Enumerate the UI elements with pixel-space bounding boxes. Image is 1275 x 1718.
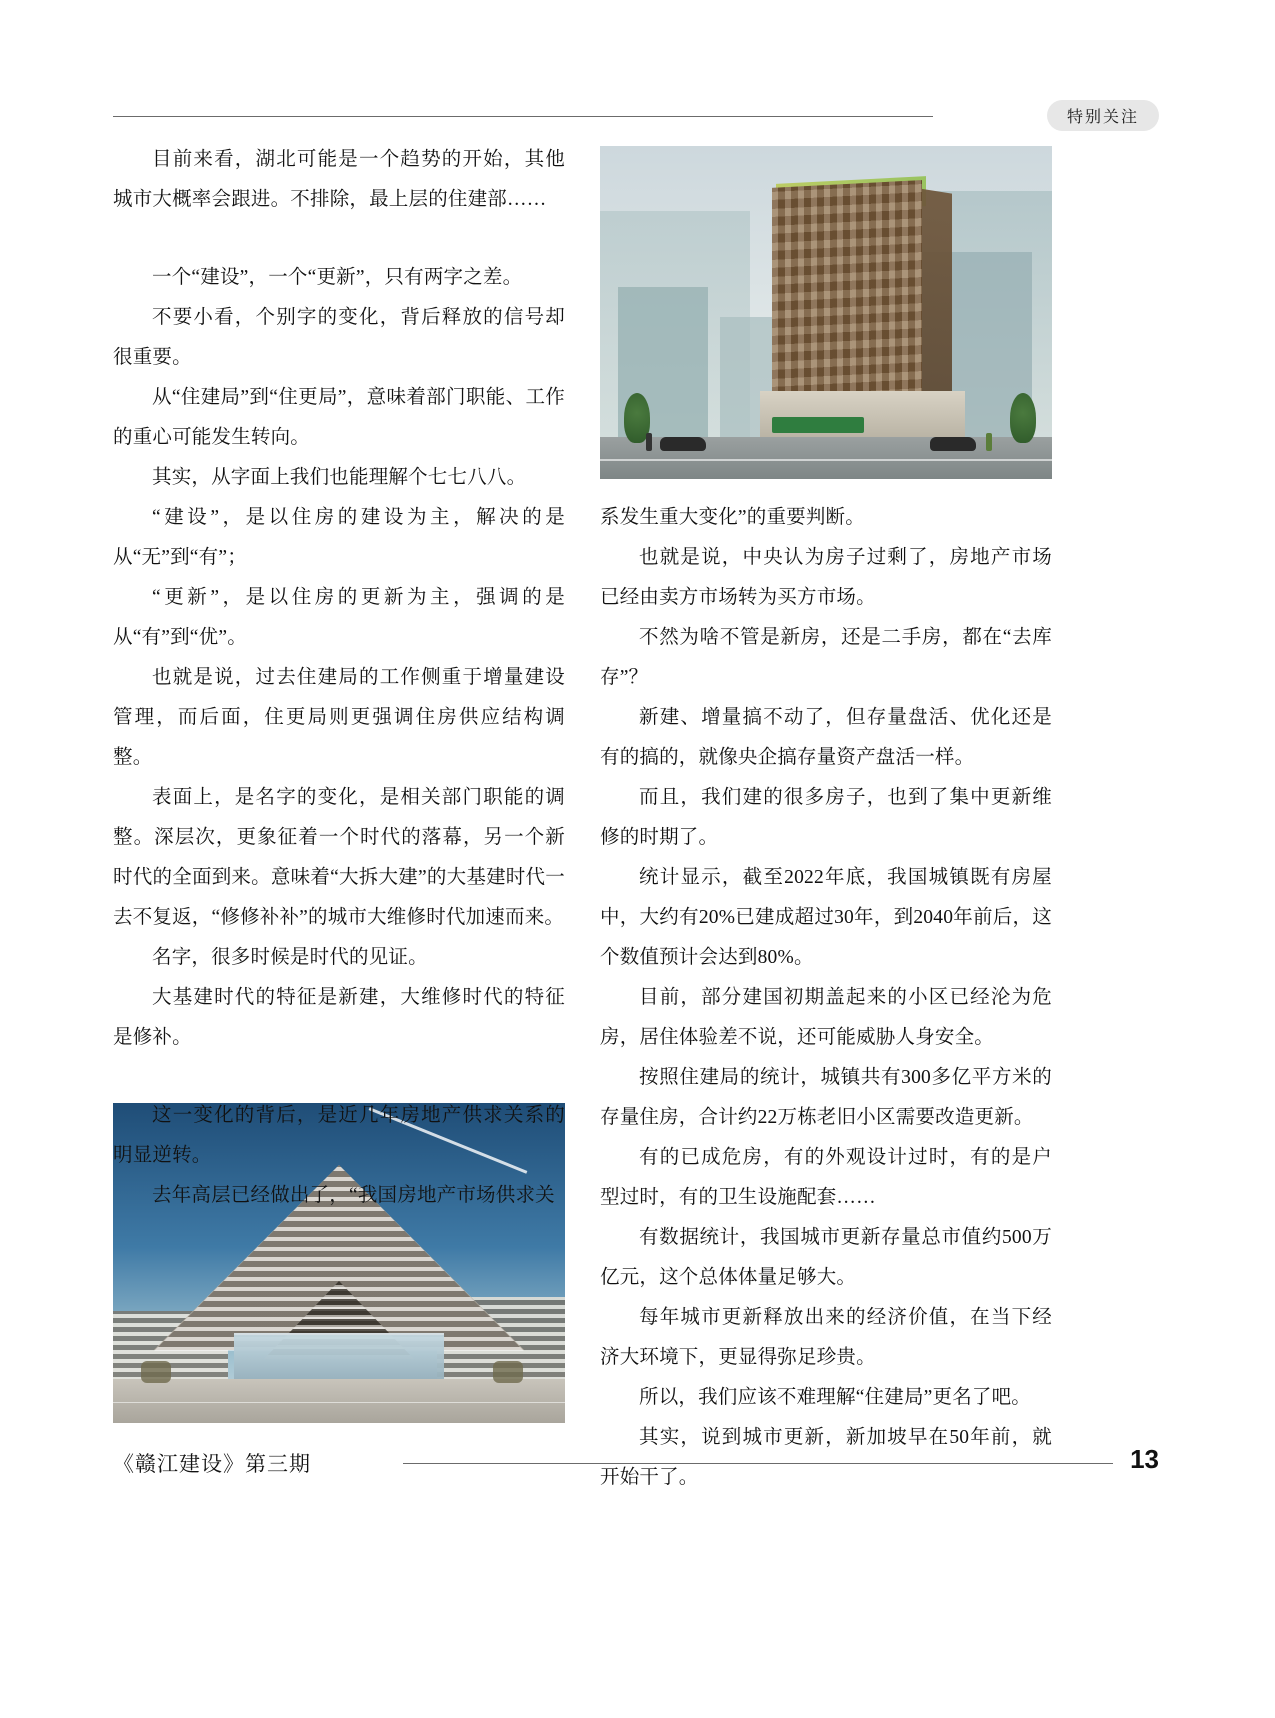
- paragraph: 不然为啥不管是新房，还是二手房，都在“去库存”？: [600, 627, 1052, 688]
- paragraph: 系发生重大变化”的重要判断。: [600, 507, 865, 528]
- publication-title: 《赣江建设》第三期: [113, 1452, 311, 1476]
- paragraph: “更新”，是以住房的更新为主，强调的是从“有”到“优”。: [113, 587, 565, 648]
- paragraph: 目前来看，湖北可能是一个趋势的开始，其他城市大概率会跟进。不排除，最上层的住建部……: [113, 149, 565, 210]
- shrub-left: [141, 1361, 171, 1383]
- paragraph: 不要小看，个别字的变化，背后释放的信号却很重要。: [113, 307, 565, 368]
- podium-shop-sign: [772, 417, 864, 433]
- paragraph: 按照住建局的统计，城镇共有300多亿平方米的存量住房，合计约22万栋老旧小区需要改造更新。: [600, 1067, 1052, 1128]
- paragraph: 有的已成危房，有的外观设计过时，有的是户型过时，有的卫生设施配套……: [600, 1147, 1052, 1208]
- paragraph: 也就是说，过去住建局的工作侧重于增量建设管理，而后面，住更局则更强调住房供应结构调整。: [113, 667, 565, 768]
- road-marking: [600, 459, 1052, 461]
- left-text-column: [113, 140, 565, 1216]
- paragraph: 有数据统计，我国城市更新存量总市值约500万亿元，这个总体体量足够大。: [600, 1227, 1052, 1288]
- shrub-right: [493, 1361, 523, 1383]
- glass-entrance: [234, 1333, 444, 1381]
- pedestrian-left: [646, 433, 652, 451]
- paragraph: 每年城市更新释放出来的经济价值，在当下经济大环境下，更显得弥足珍贵。: [600, 1307, 1052, 1368]
- car-right: [930, 437, 976, 451]
- footer-divider: [403, 1463, 1113, 1464]
- paragraph: 一个“建设”，一个“更新”，只有两字之差。: [152, 267, 523, 288]
- paragraph: 其实，说到城市更新，新加坡早在50年前，就开始干了。: [600, 1427, 1052, 1488]
- header-divider: [113, 116, 933, 117]
- paragraph: “建设”，是以住房的建设为主，解决的是从“无”到“有”；: [113, 507, 565, 568]
- paragraph: 从“住建局”到“住更局”，意味着部门职能、工作的重心可能发生转向。: [113, 387, 565, 448]
- paragraph: 新建、增量搞不动了，但存量盘活、优化还是有的搞的，就像央企搞存量资产盘活一样。: [600, 707, 1052, 768]
- page-number: 13: [1130, 1444, 1159, 1474]
- page-header: [113, 100, 1159, 134]
- paragraph: 去年高层已经做出了，“我国房地产市场供求关: [152, 1185, 555, 1206]
- street-tree-right: [1010, 393, 1036, 443]
- paragraph: 而且，我们建的很多房子，也到了集中更新维修的时期了。: [600, 787, 1052, 848]
- paragraph: 大基建时代的特征是新建，大维修时代的特征是修补。: [113, 987, 565, 1048]
- right-text-column: [600, 498, 1052, 1498]
- paragraph: 也就是说，中央认为房子过剩了，房地产市场已经由卖方市场转为买方市场。: [600, 547, 1052, 608]
- paragraph: 目前，部分建国初期盖起来的小区已经沦为危房，居住体验差不说，还可能威胁人身安全。: [600, 987, 1052, 1048]
- paragraph: 表面上，是名字的变化，是相关部门职能的调整。深层次，更象征着一个时代的落幕，另一个新时代的全面到来。意味着“大拆大建”的大基建时代一去不复返，“修修补补”的城市大维修时代加速而来。: [113, 787, 565, 928]
- paragraph: 所以，我们应该不难理解“住建局”更名了吧。: [639, 1387, 1032, 1408]
- paragraph: 名字，很多时候是时代的见证。: [152, 947, 428, 968]
- paragraph: 这一变化的背后，是近几年房地产供求关系的明显逆转。: [113, 1105, 565, 1166]
- front-plaza: [113, 1379, 565, 1423]
- car-left: [660, 437, 706, 451]
- paragraph: 统计显示，截至2022年底，我国城镇既有房屋中，大约有20%已建成超过30年，到2040年前后，这个数值预计会达到80%。: [600, 867, 1052, 968]
- section-badge: 特别关注: [1047, 100, 1159, 131]
- paragraph: 其实，从字面上我们也能理解个七七八八。: [152, 467, 527, 488]
- building-rendering-image: [600, 146, 1052, 479]
- plaza-paving-line: [113, 1402, 565, 1403]
- pedestrian-right: [986, 433, 992, 451]
